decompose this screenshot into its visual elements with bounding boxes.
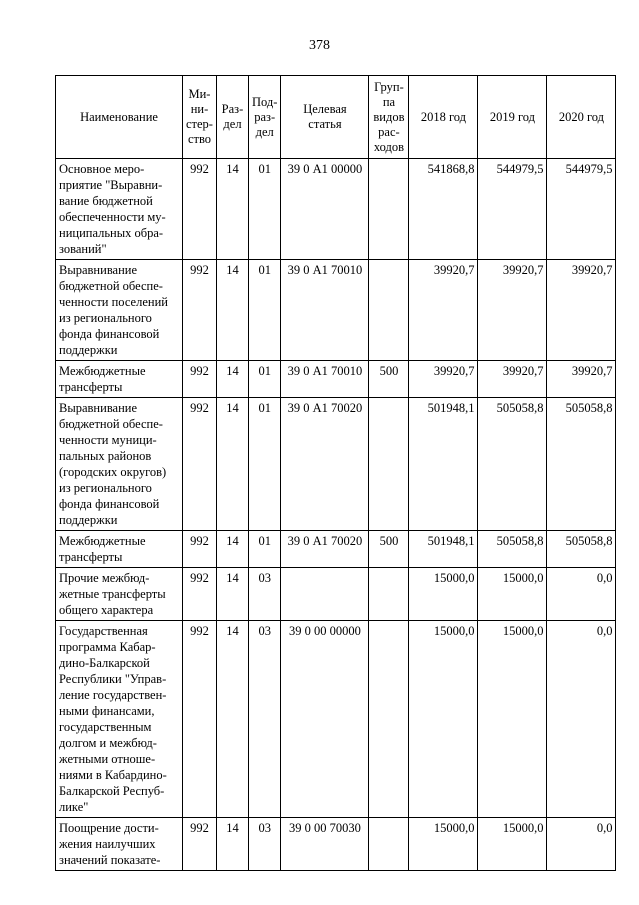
cell-2019: 505058,8 (478, 531, 547, 568)
table-row (56, 398, 616, 531)
table-body (56, 159, 616, 871)
table-row (56, 260, 616, 361)
table-row (56, 568, 616, 621)
cell-ministry: 992 (183, 159, 217, 260)
header-subsection: Под- раз- дел (248, 76, 280, 159)
table-header-row (56, 76, 616, 159)
cell-2020: 0,0 (547, 621, 616, 818)
page-number: 378 (309, 38, 330, 53)
cell-subsection: 03 (248, 568, 280, 621)
header-2018: 2018 год (409, 76, 478, 159)
cell-2020: 0,0 (547, 818, 616, 871)
cell-ministry: 992 (183, 531, 217, 568)
cell-subsection: 01 (248, 398, 280, 531)
cell-target: 39 0 00 70030 (281, 818, 369, 871)
cell-section: 14 (216, 531, 248, 568)
cell-2020: 39920,7 (547, 260, 616, 361)
cell-expense-group: 500 (369, 531, 409, 568)
table-row (56, 159, 616, 260)
cell-2018: 39920,7 (409, 260, 478, 361)
cell-section: 14 (216, 260, 248, 361)
cell-2018: 15000,0 (409, 818, 478, 871)
cell-section: 14 (216, 398, 248, 531)
cell-2019: 39920,7 (478, 260, 547, 361)
cell-name: Межбюджетные трансферты (56, 531, 183, 568)
cell-2018: 15000,0 (409, 621, 478, 818)
cell-2020: 39920,7 (547, 361, 616, 398)
cell-2018: 501948,1 (409, 531, 478, 568)
cell-target: 39 0 А1 00000 (281, 159, 369, 260)
cell-2019: 15000,0 (478, 621, 547, 818)
cell-section: 14 (216, 159, 248, 260)
cell-name: Межбюджетные трансферты (56, 361, 183, 398)
table-row (56, 621, 616, 818)
header-2019: 2019 год (478, 76, 547, 159)
cell-name: Выравнивание бюджетной обеспе- ченности муници- пальных районов (городских округов) из регионального фонда финансовой поддержки (56, 398, 183, 531)
cell-ministry: 992 (183, 361, 217, 398)
cell-target: 39 0 А1 70010 (281, 361, 369, 398)
cell-subsection: 03 (248, 621, 280, 818)
cell-subsection: 01 (248, 159, 280, 260)
cell-name: Поощрение дости- жения наилучших значений показате- (56, 818, 183, 871)
header-ministry: Ми- ни- стер- ство (183, 76, 217, 159)
cell-target: 39 0 00 00000 (281, 621, 369, 818)
cell-expense-group (369, 621, 409, 818)
cell-ministry: 992 (183, 260, 217, 361)
table-row (56, 818, 616, 871)
cell-ministry: 992 (183, 621, 217, 818)
budget-table (55, 75, 616, 871)
cell-2018: 501948,1 (409, 398, 478, 531)
cell-expense-group: 500 (369, 361, 409, 398)
cell-target: 39 0 А1 70010 (281, 260, 369, 361)
cell-name: Государственная программа Кабар- дино-Балкарской Республики "Управ- ление государствен- ными финансами, государственным долгом и межбюд- жетными отноше- ниями в Кабардино- Балкарской Респуб- лике" (56, 621, 183, 818)
cell-name: Прочие межбюд- жетные трансферты общего характера (56, 568, 183, 621)
cell-ministry: 992 (183, 398, 217, 531)
cell-subsection: 01 (248, 260, 280, 361)
cell-2020: 544979,5 (547, 159, 616, 260)
header-expense-group: Груп- па видов рас- ходов (369, 76, 409, 159)
cell-2018: 15000,0 (409, 568, 478, 621)
cell-section: 14 (216, 818, 248, 871)
header-target: Целевая статья (281, 76, 369, 159)
cell-ministry: 992 (183, 818, 217, 871)
table-row (56, 531, 616, 568)
cell-name: Основное меро- приятие "Выравни- вание бюджетной обеспеченности му- ниципальных обра- зований" (56, 159, 183, 260)
table-row (56, 361, 616, 398)
cell-2019: 15000,0 (478, 818, 547, 871)
cell-subsection: 01 (248, 361, 280, 398)
cell-section: 14 (216, 361, 248, 398)
cell-2020: 505058,8 (547, 531, 616, 568)
cell-target (281, 568, 369, 621)
header-name: Наименование (56, 76, 183, 159)
cell-2018: 39920,7 (409, 361, 478, 398)
header-2020: 2020 год (547, 76, 616, 159)
cell-target: 39 0 А1 70020 (281, 398, 369, 531)
cell-expense-group (369, 398, 409, 531)
cell-subsection: 01 (248, 531, 280, 568)
cell-2019: 544979,5 (478, 159, 547, 260)
cell-name: Выравнивание бюджетной обеспе- ченности поселений из регионального фонда финансовой поддержки (56, 260, 183, 361)
cell-2020: 0,0 (547, 568, 616, 621)
cell-section: 14 (216, 621, 248, 818)
cell-2019: 15000,0 (478, 568, 547, 621)
cell-expense-group (369, 159, 409, 260)
cell-target: 39 0 А1 70020 (281, 531, 369, 568)
cell-2018: 541868,8 (409, 159, 478, 260)
cell-subsection: 03 (248, 818, 280, 871)
cell-ministry: 992 (183, 568, 217, 621)
cell-expense-group (369, 568, 409, 621)
header-section: Раз- дел (216, 76, 248, 159)
cell-expense-group (369, 260, 409, 361)
cell-2019: 505058,8 (478, 398, 547, 531)
cell-expense-group (369, 818, 409, 871)
cell-2019: 39920,7 (478, 361, 547, 398)
cell-2020: 505058,8 (547, 398, 616, 531)
cell-section: 14 (216, 568, 248, 621)
